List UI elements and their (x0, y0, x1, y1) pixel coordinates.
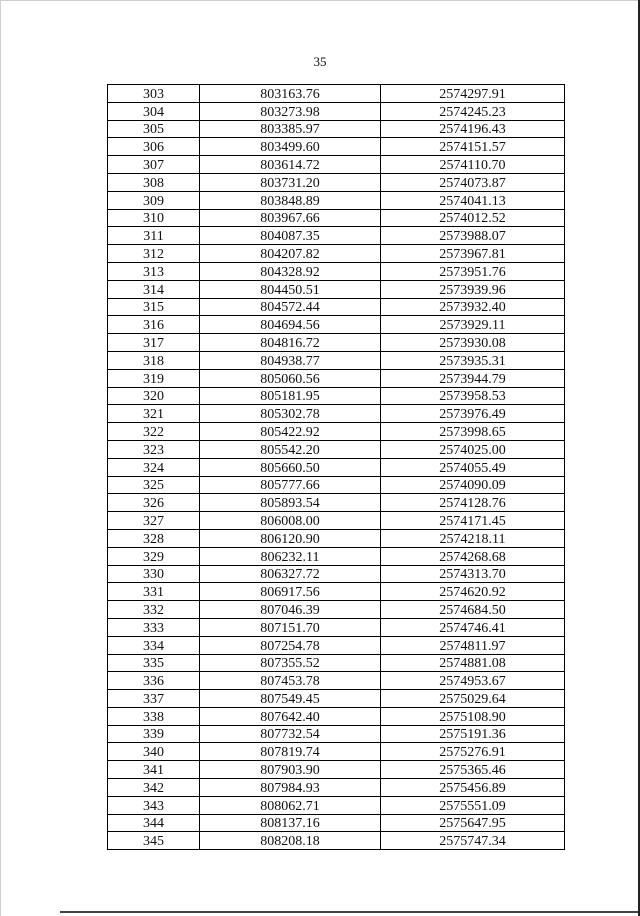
y-coordinate-cell: 2574811.97 (381, 636, 565, 654)
point-number-cell: 315 (108, 298, 200, 316)
point-number-cell: 326 (108, 494, 200, 512)
x-coordinate-cell: 803614.72 (200, 156, 381, 174)
table-row (108, 440, 565, 458)
y-coordinate-cell: 2574218.11 (381, 529, 565, 547)
y-coordinate-cell: 2574128.76 (381, 494, 565, 512)
y-coordinate-cell: 2574151.57 (381, 138, 565, 156)
x-coordinate-cell: 803731.20 (200, 173, 381, 191)
point-number-cell: 307 (108, 156, 200, 174)
table-row (108, 423, 565, 441)
x-coordinate-cell: 805302.78 (200, 405, 381, 423)
y-coordinate-cell: 2574073.87 (381, 173, 565, 191)
page-number: 35 (313, 54, 327, 69)
y-coordinate-cell: 2574746.41 (381, 618, 565, 636)
table-row (108, 102, 565, 120)
table-row (108, 387, 565, 405)
table-row (108, 565, 565, 583)
x-coordinate-cell: 807046.39 (200, 601, 381, 619)
point-number-cell: 331 (108, 583, 200, 601)
point-number-cell: 318 (108, 351, 200, 369)
x-coordinate-cell: 804450.51 (200, 280, 381, 298)
x-coordinate-cell: 807549.45 (200, 690, 381, 708)
x-coordinate-cell: 806008.00 (200, 512, 381, 530)
point-number-cell: 313 (108, 262, 200, 280)
point-number-cell: 306 (108, 138, 200, 156)
x-coordinate-cell: 803385.97 (200, 120, 381, 138)
x-coordinate-cell: 805893.54 (200, 494, 381, 512)
x-coordinate-cell: 807984.93 (200, 779, 381, 797)
y-coordinate-cell: 2574297.91 (381, 85, 565, 103)
y-coordinate-cell: 2573951.76 (381, 262, 565, 280)
y-coordinate-cell: 2573998.65 (381, 423, 565, 441)
x-coordinate-cell: 803967.66 (200, 209, 381, 227)
point-number-cell: 344 (108, 814, 200, 832)
y-coordinate-cell: 2574196.43 (381, 120, 565, 138)
y-coordinate-cell: 2575551.09 (381, 796, 565, 814)
x-coordinate-cell: 807642.40 (200, 707, 381, 725)
table-row (108, 156, 565, 174)
point-number-cell: 320 (108, 387, 200, 405)
y-coordinate-cell: 2574025.00 (381, 440, 565, 458)
x-coordinate-cell: 806917.56 (200, 583, 381, 601)
point-number-cell: 314 (108, 280, 200, 298)
table-row (108, 636, 565, 654)
y-coordinate-cell: 2573988.07 (381, 227, 565, 245)
table-row (108, 298, 565, 316)
x-coordinate-cell: 807355.52 (200, 654, 381, 672)
table-row (108, 707, 565, 725)
point-number-cell: 319 (108, 369, 200, 387)
y-coordinate-cell: 2574012.52 (381, 209, 565, 227)
x-coordinate-cell: 807151.70 (200, 618, 381, 636)
point-number-cell: 341 (108, 761, 200, 779)
point-number-cell: 342 (108, 779, 200, 797)
point-number-cell: 308 (108, 173, 200, 191)
x-coordinate-cell: 804087.35 (200, 227, 381, 245)
x-coordinate-cell: 808208.18 (200, 832, 381, 850)
x-coordinate-cell: 805060.56 (200, 369, 381, 387)
coordinate-table-body (108, 85, 565, 850)
x-coordinate-cell: 803499.60 (200, 138, 381, 156)
y-coordinate-cell: 2574171.45 (381, 512, 565, 530)
point-number-cell: 325 (108, 476, 200, 494)
table-row (108, 761, 565, 779)
x-coordinate-cell: 804572.44 (200, 298, 381, 316)
point-number-cell: 339 (108, 725, 200, 743)
x-coordinate-cell: 806232.11 (200, 547, 381, 565)
x-coordinate-cell: 804938.77 (200, 351, 381, 369)
y-coordinate-cell: 2573935.31 (381, 351, 565, 369)
table-row (108, 512, 565, 530)
point-number-cell: 312 (108, 245, 200, 263)
x-coordinate-cell: 805542.20 (200, 440, 381, 458)
coordinate-table (107, 84, 565, 850)
point-number-cell: 324 (108, 458, 200, 476)
table-row (108, 672, 565, 690)
point-number-cell: 336 (108, 672, 200, 690)
table-row (108, 494, 565, 512)
point-number-cell: 309 (108, 191, 200, 209)
x-coordinate-cell: 805660.50 (200, 458, 381, 476)
y-coordinate-cell: 2574684.50 (381, 601, 565, 619)
x-coordinate-cell: 805777.66 (200, 476, 381, 494)
y-coordinate-cell: 2573967.81 (381, 245, 565, 263)
table-row (108, 334, 565, 352)
table-row (108, 814, 565, 832)
point-number-cell: 321 (108, 405, 200, 423)
y-coordinate-cell: 2575647.95 (381, 814, 565, 832)
table-row (108, 85, 565, 103)
table-row (108, 262, 565, 280)
x-coordinate-cell: 808062.71 (200, 796, 381, 814)
table-row (108, 227, 565, 245)
point-number-cell: 327 (108, 512, 200, 530)
y-coordinate-cell: 2574041.13 (381, 191, 565, 209)
y-coordinate-cell: 2574881.08 (381, 654, 565, 672)
y-coordinate-cell: 2575191.36 (381, 725, 565, 743)
point-number-cell: 303 (108, 85, 200, 103)
y-coordinate-cell: 2573944.79 (381, 369, 565, 387)
y-coordinate-cell: 2575365.46 (381, 761, 565, 779)
point-number-cell: 337 (108, 690, 200, 708)
point-number-cell: 323 (108, 440, 200, 458)
y-coordinate-cell: 2573929.11 (381, 316, 565, 334)
x-coordinate-cell: 808137.16 (200, 814, 381, 832)
point-number-cell: 322 (108, 423, 200, 441)
y-coordinate-cell: 2573939.96 (381, 280, 565, 298)
table-row (108, 405, 565, 423)
table-row (108, 369, 565, 387)
table-row (108, 601, 565, 619)
point-number-cell: 311 (108, 227, 200, 245)
table-row (108, 120, 565, 138)
y-coordinate-cell: 2573976.49 (381, 405, 565, 423)
point-number-cell: 304 (108, 102, 200, 120)
x-coordinate-cell: 804207.82 (200, 245, 381, 263)
x-coordinate-cell: 807453.78 (200, 672, 381, 690)
y-coordinate-cell: 2575747.34 (381, 832, 565, 850)
y-coordinate-cell: 2574313.70 (381, 565, 565, 583)
scan-edge-top (0, 0, 640, 1)
table-row (108, 191, 565, 209)
point-number-cell: 328 (108, 529, 200, 547)
table-row (108, 832, 565, 850)
point-number-cell: 343 (108, 796, 200, 814)
table-row (108, 618, 565, 636)
point-number-cell: 330 (108, 565, 200, 583)
x-coordinate-cell: 805181.95 (200, 387, 381, 405)
y-coordinate-cell: 2574620.92 (381, 583, 565, 601)
table-row (108, 779, 565, 797)
table-row (108, 173, 565, 191)
scan-edge-bottom (60, 911, 638, 913)
y-coordinate-cell: 2573930.08 (381, 334, 565, 352)
y-coordinate-cell: 2574110.70 (381, 156, 565, 174)
x-coordinate-cell: 807903.90 (200, 761, 381, 779)
x-coordinate-cell: 807819.74 (200, 743, 381, 761)
point-number-cell: 329 (108, 547, 200, 565)
table-row (108, 245, 565, 263)
y-coordinate-cell: 2575108.90 (381, 707, 565, 725)
point-number-cell: 338 (108, 707, 200, 725)
x-coordinate-cell: 804328.92 (200, 262, 381, 280)
table-row (108, 458, 565, 476)
table-row (108, 796, 565, 814)
x-coordinate-cell: 806120.90 (200, 529, 381, 547)
table-row (108, 529, 565, 547)
y-coordinate-cell: 2574268.68 (381, 547, 565, 565)
table-row (108, 690, 565, 708)
y-coordinate-cell: 2574090.09 (381, 476, 565, 494)
point-number-cell: 335 (108, 654, 200, 672)
x-coordinate-cell: 806327.72 (200, 565, 381, 583)
x-coordinate-cell: 803848.89 (200, 191, 381, 209)
x-coordinate-cell: 803163.76 (200, 85, 381, 103)
point-number-cell: 334 (108, 636, 200, 654)
point-number-cell: 332 (108, 601, 200, 619)
x-coordinate-cell: 804816.72 (200, 334, 381, 352)
y-coordinate-cell: 2574953.67 (381, 672, 565, 690)
x-coordinate-cell: 803273.98 (200, 102, 381, 120)
x-coordinate-cell: 804694.56 (200, 316, 381, 334)
y-coordinate-cell: 2574055.49 (381, 458, 565, 476)
y-coordinate-cell: 2575276.91 (381, 743, 565, 761)
point-number-cell: 345 (108, 832, 200, 850)
table-row (108, 654, 565, 672)
y-coordinate-cell: 2575456.89 (381, 779, 565, 797)
scan-edge-left (0, 0, 1, 916)
x-coordinate-cell: 807254.78 (200, 636, 381, 654)
table-row (108, 476, 565, 494)
table-row (108, 743, 565, 761)
y-coordinate-cell: 2574245.23 (381, 102, 565, 120)
x-coordinate-cell: 805422.92 (200, 423, 381, 441)
table-row (108, 547, 565, 565)
table-row (108, 725, 565, 743)
x-coordinate-cell: 807732.54 (200, 725, 381, 743)
table-row (108, 209, 565, 227)
y-coordinate-cell: 2575029.64 (381, 690, 565, 708)
y-coordinate-cell: 2573932.40 (381, 298, 565, 316)
table-row (108, 280, 565, 298)
y-coordinate-cell: 2573958.53 (381, 387, 565, 405)
point-number-cell: 316 (108, 316, 200, 334)
point-number-cell: 305 (108, 120, 200, 138)
point-number-cell: 317 (108, 334, 200, 352)
point-number-cell: 340 (108, 743, 200, 761)
table-row (108, 316, 565, 334)
point-number-cell: 310 (108, 209, 200, 227)
table-row (108, 583, 565, 601)
point-number-cell: 333 (108, 618, 200, 636)
table-row (108, 351, 565, 369)
table-row (108, 138, 565, 156)
